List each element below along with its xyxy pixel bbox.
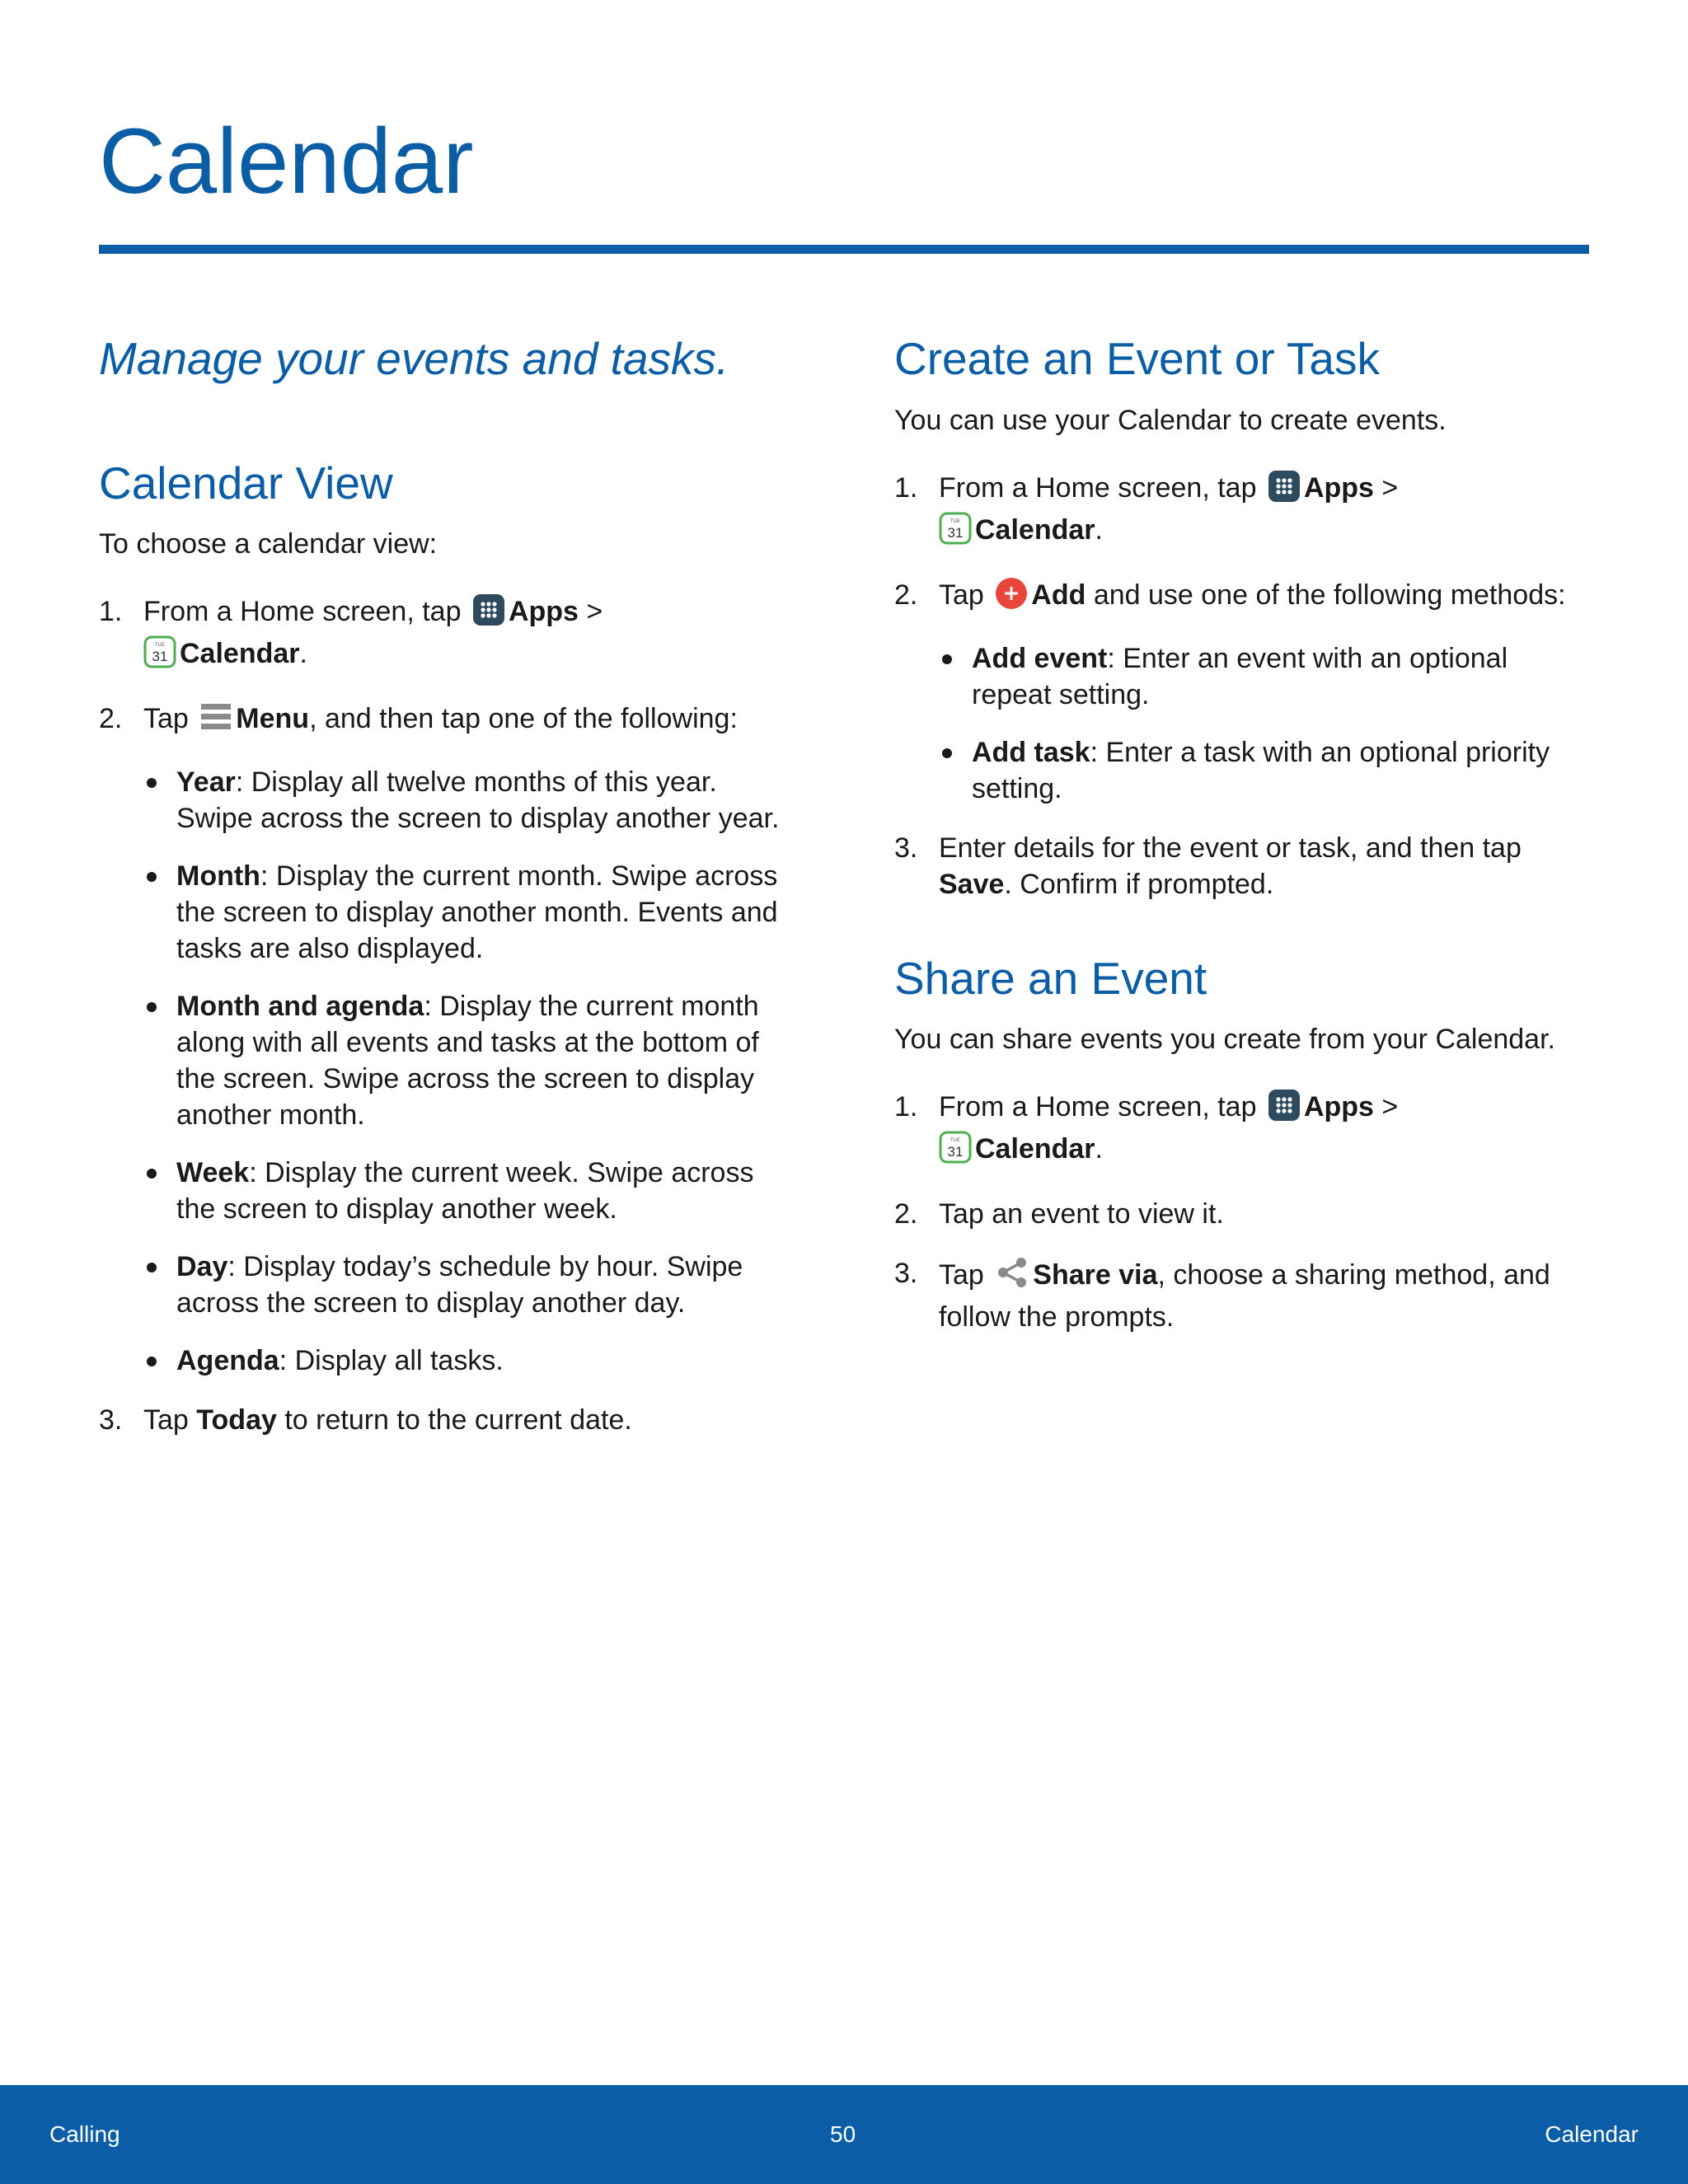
create-event-steps bbox=[894, 470, 1587, 902]
page-footer bbox=[0, 2085, 1688, 2184]
footer-section-calendar: Calendar bbox=[1545, 2121, 1639, 2147]
share-event-step-1: 1. From a Home screen, tap Apps > TUE 31 Calendar. bbox=[894, 1089, 1587, 1173]
create-event-heading: Create an Event or Task bbox=[894, 333, 1381, 384]
calendar-view-intro: To choose a calendar view: bbox=[99, 528, 438, 560]
menu-icon bbox=[199, 701, 232, 743]
create-event-intro: You can use your Calendar to create events. bbox=[894, 404, 1447, 436]
calendar-view-heading: Calendar View bbox=[99, 457, 393, 509]
left-column bbox=[99, 334, 799, 1461]
chapter-tagline: Manage your events and tasks. bbox=[99, 333, 729, 384]
footer-page-number: 50 bbox=[830, 2121, 856, 2147]
right-column bbox=[894, 334, 1587, 1358]
view-option-year: Year: Display all twelve months of this year. Swipe across the screen to display another year. bbox=[143, 764, 799, 837]
share-event-step-3: 3. Tap Share via, choose a sharing method, and follow the prompts. bbox=[894, 1255, 1587, 1335]
footer-section-calling: Calling bbox=[49, 2121, 120, 2147]
share-event-intro: You can share events you create from your Calendar. bbox=[894, 1024, 1555, 1055]
title-rule bbox=[99, 245, 1589, 254]
view-option-agenda: Agenda: Display all tasks. bbox=[143, 1343, 799, 1379]
add-icon bbox=[995, 577, 1028, 619]
share-icon bbox=[995, 1255, 1029, 1299]
page-title: Calendar bbox=[99, 110, 474, 213]
apps-icon bbox=[1268, 1089, 1301, 1131]
svg-text:TUE: TUE bbox=[950, 1138, 960, 1143]
svg-text:TUE: TUE bbox=[155, 643, 165, 648]
calendar-icon bbox=[143, 635, 176, 677]
apps-icon bbox=[472, 593, 505, 635]
share-event-section bbox=[894, 954, 1587, 1336]
share-event-heading: Share an Event bbox=[894, 952, 1207, 1004]
create-event-options bbox=[939, 640, 1587, 807]
create-event-step-1: 1. From a Home screen, tap Apps > TUE 31 Calendar. bbox=[894, 470, 1587, 554]
calendar-view-step-1: 1. From a Home screen, tap Apps > TUE 31 Calendar. bbox=[99, 593, 799, 677]
apps-icon bbox=[1268, 470, 1301, 512]
view-option-day: Day: Display today’s schedule by hour. Swipe across the screen to display another day. bbox=[143, 1249, 799, 1321]
view-option-week: Week: Display the current week. Swipe across the screen to display another week. bbox=[143, 1155, 799, 1227]
view-option-month-and-agenda: Month and agenda: Display the current month along with all events and tasks at the bottom of the screen. Swipe across the screen to display another month. bbox=[143, 988, 799, 1133]
calendar-icon bbox=[939, 512, 972, 554]
calendar-view-step-3: 3. Tap Today to return to the current date. bbox=[99, 1404, 632, 1436]
share-event-step-2: 2. Tap an event to view it. bbox=[894, 1198, 1224, 1230]
calendar-view-step-2: 2. Tap Menu, and then tap one of the following: Year: Display all twelve months of this year. Swipe across the screen to display another year. Month: Display the current month. Swipe across the screen to display another month. Events and tasks are also displayed. Month and agenda: Display the current month along with all events and tasks at the bottom of the screen. Swipe across the screen to display another month. Week: Display the current week. Swipe across the screen to display another week. Day: Display today’s schedule by hour. Swipe across the screen to display another day. Agenda: Display all tasks. bbox=[99, 701, 799, 1379]
create-option-add-task: Add task: Enter a task with an optional priority setting. bbox=[939, 734, 1587, 807]
calendar-view-options bbox=[143, 764, 799, 1379]
svg-text:31: 31 bbox=[152, 649, 168, 664]
view-option-month: Month: Display the current month. Swipe across the screen to display another month. Events and tasks are also displayed. bbox=[143, 858, 799, 967]
svg-text:31: 31 bbox=[947, 1144, 964, 1160]
share-event-steps bbox=[894, 1089, 1587, 1335]
calendar-icon bbox=[939, 1131, 972, 1173]
calendar-view-steps bbox=[99, 593, 799, 1438]
svg-text:31: 31 bbox=[947, 524, 964, 541]
create-option-add-event: Add event: Enter an event with an optional repeat setting. bbox=[939, 640, 1587, 713]
create-event-step-3: 3. Enter details for the event or task, and then tap Save. Confirm if prompted. bbox=[894, 832, 1522, 900]
create-event-step-2: 2. Tap Add and use one of the following methods: Add event: Enter an event with an optional repeat setting. Add task: Enter a task with an optional priority setting. bbox=[894, 577, 1587, 807]
svg-text:TUE: TUE bbox=[950, 518, 960, 524]
